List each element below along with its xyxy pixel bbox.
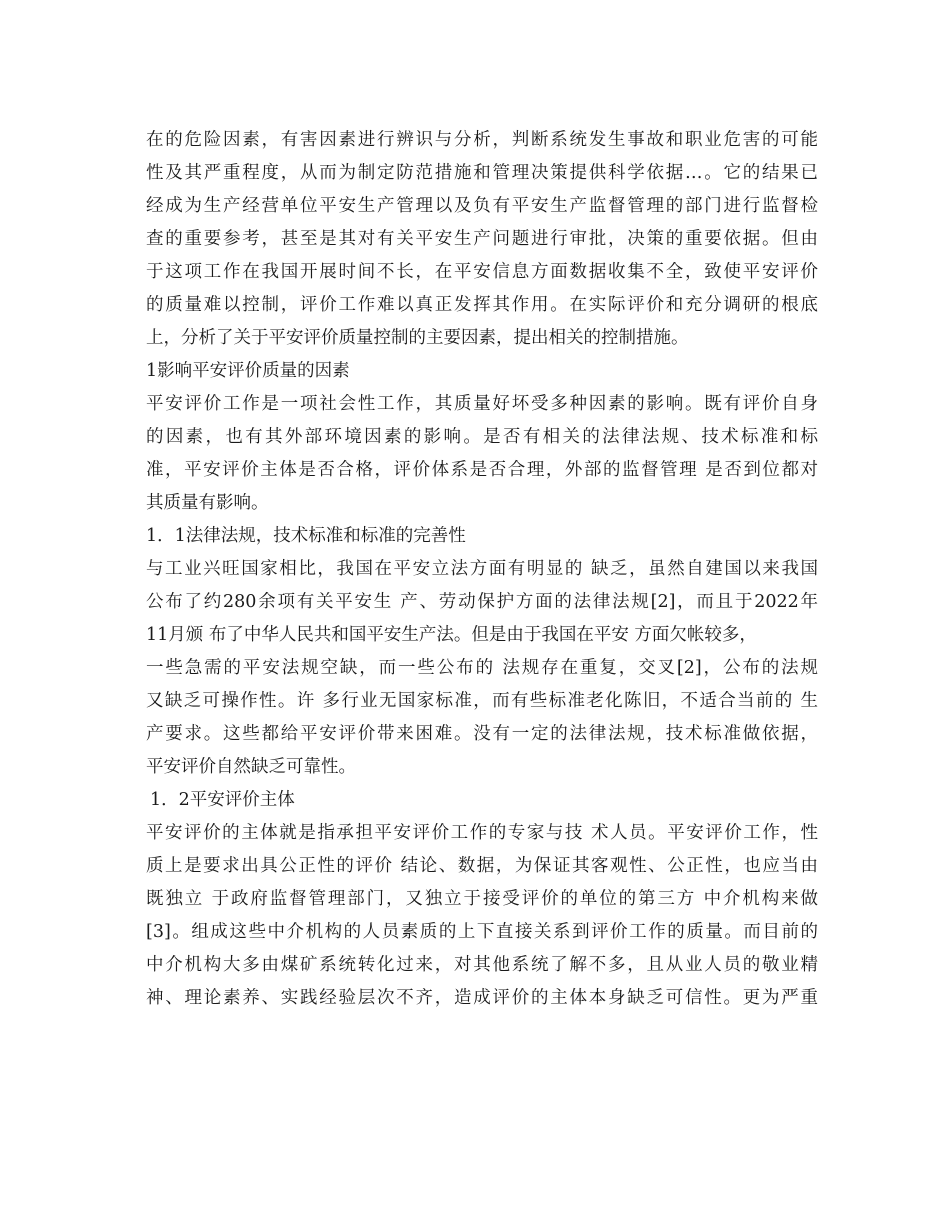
text-line: 与工业兴旺国家相比，我国在平安立法方面有明显的 缺乏，虽然自建国以来我国 [146,559,818,579]
text-line: 既独立 于政府监督管理部门，又独立于接受评价的单位的第三方 中介机构来做 [146,889,818,909]
section-heading: 1影响平安评价质量的因素 [146,361,350,381]
text-line: 产要求。这些都给平安评价带来困难。没有一定的法律法规，技术标准做依据， [146,724,818,744]
text-line: 平安评价工作是一项社会性工作，其质量好坏受多种因素的影响。既有评价自身 [146,394,818,414]
text-line: 准，平安评价主体是否合格，评价体系是否合理，外部的监督管理 是否到位都对 [146,460,818,480]
text-line: 上，分析了关于平安评价质量控制的主要因素，提出相关的控制措施。 [146,328,689,348]
text-line: 一些急需的平安法规空缺，而一些公布的 法规存在重复，交叉[2]，公布的法规 [146,658,818,678]
text-line: 公布了约280余项有关平安生 产、劳动保护方面的法律法规[2]，而且于2022年 [146,592,818,612]
text-line: 查的重要参考，甚至是其对有关平安生产问题进行审批，决策的重要依据。但由 [146,229,818,249]
text-line: 又缺乏可操作性。许 多行业无国家标准，而有些标准老化陈旧，不适合当前的 生 [146,691,818,711]
text-line: 中介机构大多由煤矿系统转化过来，对其他系统了解不多，且从业人员的敬业精 [146,955,818,975]
text-line: 性及其严重程度，从而为制定防范措施和管理决策提供科学依据…。它的结果已 [146,163,818,183]
text-line: 质上是要求出具公正性的评价 结论、数据，为保证其客观性、公正性，也应当由 [146,856,818,876]
document-body [146,124,818,1015]
text-line: 的质量难以控制，评价工作难以真正发挥其作用。在实际评价和充分调研的根底 [146,295,818,315]
text-line: 平安评价的主体就是指承担平安评价工作的专家与技 术人员。平安评价工作，性 [146,823,818,843]
subsection-heading: 1．2平安评价主体 [150,790,295,810]
text-line: 11月颁 布了中华人民共和国平安生产法。但是由于我国在平安 方面欠帐较多， [146,625,757,645]
text-line: 于这项工作在我国开展时间不长，在平安信息方面数据收集不全，致使平安评价 [146,262,818,282]
text-line: 经成为生产经营单位平安生产管理以及负有平安生产监督管理的部门进行监督检 [146,196,818,216]
text-line: [3]。组成这些中介机构的人员素质的上下直接关系到评价工作的质量。而目前的 [146,922,818,942]
text-line: 神、理论素养、实践经验层次不齐，造成评价的主体本身缺乏可信性。更为严重 [146,988,818,1008]
text-line: 的因素，也有其外部环境因素的影响。是否有相关的法律法规、技术标准和标 [146,427,818,447]
text-line: 平安评价自然缺乏可靠性。 [146,757,356,777]
subsection-heading: 1．1法律法规，技术标准和标准的完善性 [146,526,466,546]
text-line: 其质量有影响。 [146,493,269,513]
text-line: 在的危险因素，有害因素进行辨识与分析，判断系统发生事故和职业危害的可能 [146,130,818,150]
